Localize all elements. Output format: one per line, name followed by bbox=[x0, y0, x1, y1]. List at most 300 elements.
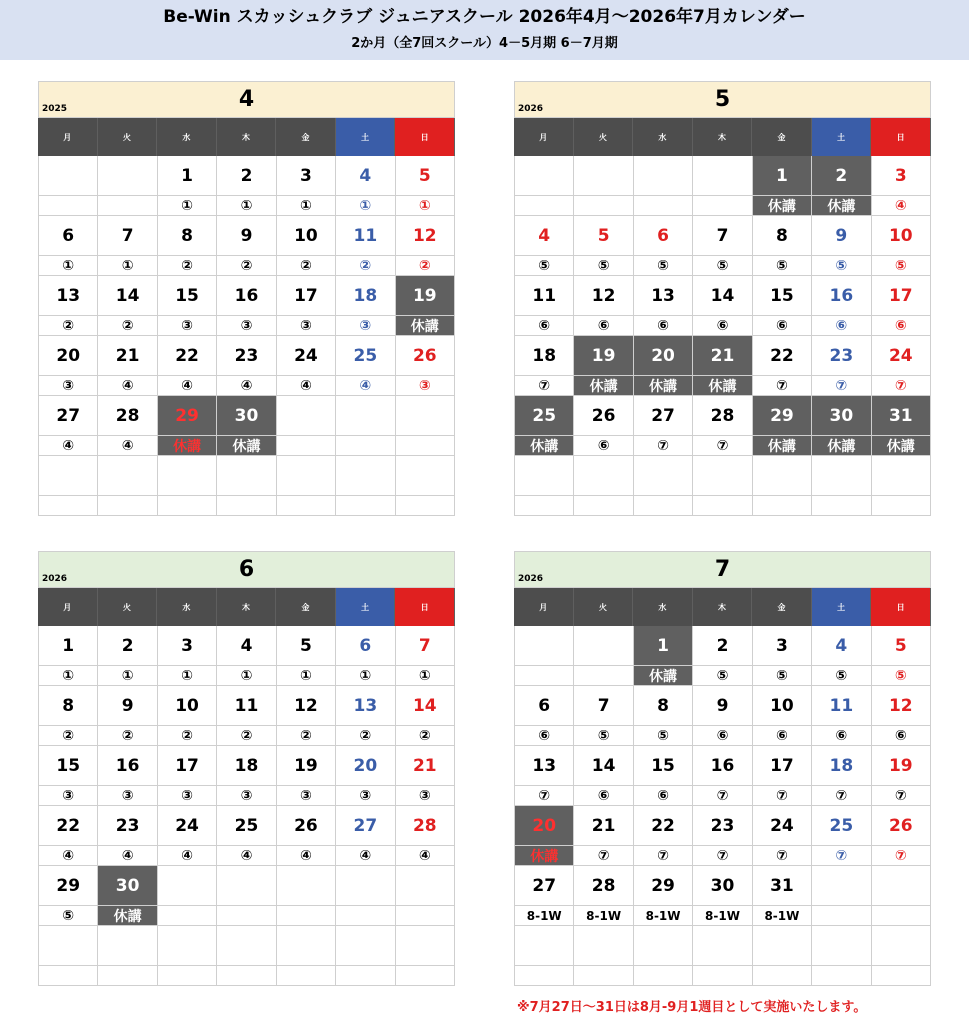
weekday-header: 月 bbox=[514, 118, 574, 156]
date-cell: 7 bbox=[693, 216, 752, 256]
session-number: ⑤ bbox=[872, 256, 931, 276]
session-number: ④ bbox=[872, 196, 931, 216]
empty-cell bbox=[574, 156, 633, 196]
session-number: ① bbox=[336, 666, 395, 686]
weekday-header: 火 bbox=[98, 118, 158, 156]
closed-label: 休講 bbox=[872, 436, 931, 456]
date-cell: 23 bbox=[217, 336, 276, 376]
empty-cell bbox=[515, 496, 574, 516]
session-number: ① bbox=[217, 666, 276, 686]
date-cell: 1 bbox=[39, 626, 98, 666]
weekday-header: 火 bbox=[574, 118, 634, 156]
session-number: ⑦ bbox=[634, 846, 693, 866]
empty-cell bbox=[872, 926, 931, 966]
session-number: ② bbox=[217, 256, 276, 276]
empty-cell bbox=[396, 396, 455, 436]
empty-cell bbox=[98, 196, 157, 216]
date-cell: 27 bbox=[336, 806, 395, 846]
weekday-header: 金 bbox=[752, 588, 812, 626]
weekday-header: 日 bbox=[395, 588, 455, 626]
session-number: ④ bbox=[336, 376, 395, 396]
date-cell: 25 bbox=[515, 396, 574, 436]
empty-cell bbox=[574, 626, 633, 666]
empty-cell bbox=[98, 966, 157, 986]
date-cell: 24 bbox=[277, 336, 336, 376]
date-cell: 11 bbox=[217, 686, 276, 726]
session-number: ③ bbox=[98, 786, 157, 806]
weekday-header-row bbox=[38, 118, 455, 156]
session-number: ③ bbox=[158, 316, 217, 336]
session-number: ② bbox=[277, 726, 336, 746]
empty-cell bbox=[277, 906, 336, 926]
empty-cell bbox=[396, 866, 455, 906]
session-number: ④ bbox=[98, 846, 157, 866]
empty-cell bbox=[396, 966, 455, 986]
session-number: ⑦ bbox=[753, 786, 812, 806]
weekday-header: 月 bbox=[514, 588, 574, 626]
date-cell: 13 bbox=[336, 686, 395, 726]
empty-cell bbox=[98, 926, 157, 966]
date-cell: 28 bbox=[693, 396, 752, 436]
date-cell: 10 bbox=[872, 216, 931, 256]
date-cell: 22 bbox=[634, 806, 693, 846]
date-cell: 25 bbox=[336, 336, 395, 376]
empty-cell bbox=[217, 456, 276, 496]
date-cell: 14 bbox=[574, 746, 633, 786]
date-cell: 9 bbox=[217, 216, 276, 256]
session-number: ④ bbox=[39, 436, 98, 456]
date-cell: 26 bbox=[574, 396, 633, 436]
session-number: ① bbox=[98, 256, 157, 276]
empty-cell bbox=[277, 496, 336, 516]
date-cell: 2 bbox=[812, 156, 871, 196]
date-cell: 17 bbox=[277, 276, 336, 316]
empty-cell bbox=[396, 906, 455, 926]
calendar-july bbox=[514, 551, 931, 986]
empty-cell bbox=[812, 926, 871, 966]
weekday-header: 月 bbox=[38, 118, 98, 156]
date-cell: 15 bbox=[753, 276, 812, 316]
closed-label: 休講 bbox=[574, 376, 633, 396]
date-cell: 9 bbox=[812, 216, 871, 256]
date-cell: 16 bbox=[693, 746, 752, 786]
month-number: 4 bbox=[238, 87, 255, 112]
empty-cell bbox=[39, 456, 98, 496]
session-number: ④ bbox=[158, 846, 217, 866]
session-number: ⑥ bbox=[872, 316, 931, 336]
date-cell: 15 bbox=[634, 746, 693, 786]
session-number: ⑥ bbox=[872, 726, 931, 746]
empty-cell bbox=[336, 926, 395, 966]
empty-cell bbox=[693, 196, 752, 216]
date-cell: 18 bbox=[217, 746, 276, 786]
date-cell: 13 bbox=[515, 746, 574, 786]
session-number: ③ bbox=[217, 316, 276, 336]
session-number: ② bbox=[39, 316, 98, 336]
empty-cell bbox=[336, 396, 395, 436]
date-cell: 18 bbox=[812, 746, 871, 786]
empty-cell bbox=[872, 906, 931, 926]
session-number: ① bbox=[98, 666, 157, 686]
date-cell: 20 bbox=[634, 336, 693, 376]
session-number: ⑤ bbox=[693, 666, 752, 686]
session-number: ⑦ bbox=[515, 786, 574, 806]
empty-cell bbox=[277, 436, 336, 456]
session-number: 8-1W bbox=[515, 906, 574, 926]
date-cell: 19 bbox=[872, 746, 931, 786]
weekday-header: 火 bbox=[98, 588, 158, 626]
empty-cell bbox=[277, 866, 336, 906]
date-cell: 30 bbox=[693, 866, 752, 906]
date-cell: 6 bbox=[336, 626, 395, 666]
date-cell: 6 bbox=[39, 216, 98, 256]
date-cell: 21 bbox=[693, 336, 752, 376]
session-number: ③ bbox=[217, 786, 276, 806]
weekday-header: 土 bbox=[812, 588, 872, 626]
date-cell: 14 bbox=[693, 276, 752, 316]
session-number: ⑦ bbox=[753, 376, 812, 396]
weekday-header: 水 bbox=[157, 588, 217, 626]
date-cell: 7 bbox=[98, 216, 157, 256]
empty-cell bbox=[515, 926, 574, 966]
weekday-header: 日 bbox=[871, 118, 931, 156]
session-number: ③ bbox=[336, 786, 395, 806]
session-number: ⑥ bbox=[574, 786, 633, 806]
month-header bbox=[38, 81, 455, 118]
empty-cell bbox=[158, 926, 217, 966]
empty-cell bbox=[634, 456, 693, 496]
date-cell: 10 bbox=[277, 216, 336, 256]
date-cell: 30 bbox=[812, 396, 871, 436]
session-number: ⑦ bbox=[693, 436, 752, 456]
header-banner bbox=[0, 0, 969, 60]
session-number: ⑥ bbox=[515, 726, 574, 746]
empty-cell bbox=[634, 196, 693, 216]
date-cell: 25 bbox=[217, 806, 276, 846]
date-cell: 11 bbox=[812, 686, 871, 726]
date-cell: 29 bbox=[753, 396, 812, 436]
empty-cell bbox=[634, 156, 693, 196]
closed-label: 休講 bbox=[812, 436, 871, 456]
date-cell: 11 bbox=[336, 216, 395, 256]
empty-cell bbox=[693, 496, 752, 516]
empty-cell bbox=[98, 456, 157, 496]
session-number: ① bbox=[396, 666, 455, 686]
empty-cell bbox=[396, 496, 455, 516]
weekday-header: 日 bbox=[395, 118, 455, 156]
empty-cell bbox=[39, 156, 98, 196]
calendar-june bbox=[38, 551, 455, 986]
date-cell: 12 bbox=[277, 686, 336, 726]
weekday-header: 木 bbox=[693, 588, 753, 626]
date-cell: 13 bbox=[634, 276, 693, 316]
session-number: ⑤ bbox=[574, 726, 633, 746]
session-number: ④ bbox=[277, 376, 336, 396]
weekday-header: 土 bbox=[812, 118, 872, 156]
date-cell: 20 bbox=[336, 746, 395, 786]
date-cell: 17 bbox=[753, 746, 812, 786]
closed-label: 休講 bbox=[812, 196, 871, 216]
session-number: 8-1W bbox=[753, 906, 812, 926]
empty-cell bbox=[574, 456, 633, 496]
empty-cell bbox=[574, 666, 633, 686]
empty-cell bbox=[336, 966, 395, 986]
weekday-header-row bbox=[514, 118, 931, 156]
session-number: ③ bbox=[39, 376, 98, 396]
session-number: ④ bbox=[39, 846, 98, 866]
weekday-header: 水 bbox=[633, 588, 693, 626]
session-number: ④ bbox=[98, 376, 157, 396]
date-cell: 7 bbox=[574, 686, 633, 726]
session-number: ④ bbox=[396, 846, 455, 866]
date-cell: 8 bbox=[39, 686, 98, 726]
calendar-april bbox=[38, 81, 455, 516]
session-number: ① bbox=[39, 666, 98, 686]
date-cell: 26 bbox=[277, 806, 336, 846]
session-number: ⑤ bbox=[693, 256, 752, 276]
session-number: ④ bbox=[98, 436, 157, 456]
date-cell: 14 bbox=[396, 686, 455, 726]
session-number: ⑦ bbox=[812, 786, 871, 806]
empty-cell bbox=[396, 436, 455, 456]
date-cell: 9 bbox=[693, 686, 752, 726]
date-cell: 29 bbox=[634, 866, 693, 906]
empty-cell bbox=[872, 866, 931, 906]
session-number: ① bbox=[396, 196, 455, 216]
closed-label: 休講 bbox=[693, 376, 752, 396]
month-header bbox=[514, 551, 931, 588]
session-number: ⑦ bbox=[515, 376, 574, 396]
session-number: ⑥ bbox=[515, 316, 574, 336]
empty-cell bbox=[812, 496, 871, 516]
empty-cell bbox=[515, 196, 574, 216]
weekday-header: 火 bbox=[574, 588, 634, 626]
weekday-header: 水 bbox=[633, 118, 693, 156]
date-cell: 20 bbox=[515, 806, 574, 846]
page-subtitle: 2か月（全7回スクール）4－5月期 6－7月期 bbox=[351, 36, 618, 51]
date-cell: 4 bbox=[336, 156, 395, 196]
empty-cell bbox=[336, 496, 395, 516]
year-label: 2026 bbox=[518, 104, 544, 114]
date-cell: 16 bbox=[812, 276, 871, 316]
date-cell: 2 bbox=[693, 626, 752, 666]
date-cell: 16 bbox=[217, 276, 276, 316]
session-number: ④ bbox=[217, 846, 276, 866]
empty-cell bbox=[39, 926, 98, 966]
date-cell: 27 bbox=[634, 396, 693, 436]
date-cell: 16 bbox=[98, 746, 157, 786]
closed-label: 休講 bbox=[158, 436, 217, 456]
empty-cell bbox=[634, 496, 693, 516]
empty-cell bbox=[753, 926, 812, 966]
empty-cell bbox=[217, 926, 276, 966]
session-number: ⑦ bbox=[872, 376, 931, 396]
session-number: ⑥ bbox=[574, 436, 633, 456]
date-cell: 5 bbox=[396, 156, 455, 196]
session-number: ⑤ bbox=[753, 666, 812, 686]
session-number: ③ bbox=[277, 316, 336, 336]
date-cell: 21 bbox=[396, 746, 455, 786]
session-number: ⑤ bbox=[634, 726, 693, 746]
calendar-grid bbox=[38, 156, 455, 516]
session-number: ① bbox=[277, 666, 336, 686]
session-number: ⑦ bbox=[753, 846, 812, 866]
closed-label: 休講 bbox=[515, 846, 574, 866]
empty-cell bbox=[277, 396, 336, 436]
date-cell: 3 bbox=[158, 626, 217, 666]
date-cell: 6 bbox=[515, 686, 574, 726]
date-cell: 12 bbox=[574, 276, 633, 316]
weekday-header: 木 bbox=[693, 118, 753, 156]
date-cell: 18 bbox=[515, 336, 574, 376]
session-number: ⑤ bbox=[574, 256, 633, 276]
session-number: ⑤ bbox=[634, 256, 693, 276]
date-cell: 14 bbox=[98, 276, 157, 316]
date-cell: 27 bbox=[515, 866, 574, 906]
empty-cell bbox=[693, 456, 752, 496]
calendar-may bbox=[514, 81, 931, 516]
session-number: ③ bbox=[39, 786, 98, 806]
date-cell: 25 bbox=[812, 806, 871, 846]
date-cell: 18 bbox=[336, 276, 395, 316]
date-cell: 6 bbox=[634, 216, 693, 256]
session-number: ⑥ bbox=[753, 726, 812, 746]
date-cell: 15 bbox=[39, 746, 98, 786]
closed-label: 休講 bbox=[98, 906, 157, 926]
date-cell: 19 bbox=[277, 746, 336, 786]
closed-label: 休講 bbox=[515, 436, 574, 456]
session-number: ① bbox=[39, 256, 98, 276]
closed-label: 休講 bbox=[634, 666, 693, 686]
empty-cell bbox=[634, 966, 693, 986]
session-number: ③ bbox=[277, 786, 336, 806]
date-cell: 8 bbox=[158, 216, 217, 256]
date-cell: 24 bbox=[158, 806, 217, 846]
date-cell: 28 bbox=[574, 866, 633, 906]
date-cell: 4 bbox=[812, 626, 871, 666]
date-cell: 22 bbox=[753, 336, 812, 376]
empty-cell bbox=[574, 496, 633, 516]
weekday-header: 木 bbox=[217, 588, 277, 626]
closed-label: 休講 bbox=[634, 376, 693, 396]
date-cell: 31 bbox=[872, 396, 931, 436]
date-cell: 5 bbox=[872, 626, 931, 666]
session-number: ⑥ bbox=[693, 726, 752, 746]
calendar-grid bbox=[514, 626, 931, 986]
session-number: ⑥ bbox=[812, 726, 871, 746]
empty-cell bbox=[812, 906, 871, 926]
date-cell: 8 bbox=[753, 216, 812, 256]
weekday-header: 月 bbox=[38, 588, 98, 626]
weekday-header-row bbox=[514, 588, 931, 626]
empty-cell bbox=[515, 966, 574, 986]
weekday-header: 金 bbox=[276, 118, 336, 156]
date-cell: 26 bbox=[872, 806, 931, 846]
date-cell: 12 bbox=[396, 216, 455, 256]
empty-cell bbox=[158, 456, 217, 496]
session-number: ⑤ bbox=[515, 256, 574, 276]
empty-cell bbox=[753, 456, 812, 496]
date-cell: 11 bbox=[515, 276, 574, 316]
session-number: ① bbox=[217, 196, 276, 216]
session-number: ⑤ bbox=[812, 256, 871, 276]
session-number: ⑤ bbox=[39, 906, 98, 926]
session-number: ④ bbox=[217, 376, 276, 396]
empty-cell bbox=[812, 966, 871, 986]
session-number: 8-1W bbox=[634, 906, 693, 926]
empty-cell bbox=[336, 436, 395, 456]
session-number: ② bbox=[98, 726, 157, 746]
session-number: ⑤ bbox=[812, 666, 871, 686]
session-number: ⑥ bbox=[634, 786, 693, 806]
session-number: ① bbox=[277, 196, 336, 216]
date-cell: 12 bbox=[872, 686, 931, 726]
empty-cell bbox=[574, 196, 633, 216]
session-number: ② bbox=[396, 256, 455, 276]
session-number: ⑦ bbox=[634, 436, 693, 456]
empty-cell bbox=[158, 496, 217, 516]
empty-cell bbox=[336, 906, 395, 926]
empty-cell bbox=[336, 456, 395, 496]
date-cell: 23 bbox=[98, 806, 157, 846]
weekday-header: 金 bbox=[276, 588, 336, 626]
empty-cell bbox=[812, 866, 871, 906]
date-cell: 9 bbox=[98, 686, 157, 726]
session-number: ① bbox=[336, 196, 395, 216]
session-number: ① bbox=[158, 666, 217, 686]
session-number: ⑤ bbox=[872, 666, 931, 686]
date-cell: 1 bbox=[158, 156, 217, 196]
session-number: ⑦ bbox=[812, 376, 871, 396]
empty-cell bbox=[515, 156, 574, 196]
weekday-header: 日 bbox=[871, 588, 931, 626]
date-cell: 20 bbox=[39, 336, 98, 376]
weekday-header: 木 bbox=[217, 118, 277, 156]
date-cell: 21 bbox=[98, 336, 157, 376]
month-number: 7 bbox=[714, 557, 731, 582]
date-cell: 7 bbox=[396, 626, 455, 666]
empty-cell bbox=[396, 926, 455, 966]
session-number: ② bbox=[39, 726, 98, 746]
closed-label: 休講 bbox=[753, 196, 812, 216]
session-number: ② bbox=[158, 256, 217, 276]
month-number: 5 bbox=[714, 87, 731, 112]
date-cell: 13 bbox=[39, 276, 98, 316]
month-header bbox=[38, 551, 455, 588]
date-cell: 28 bbox=[98, 396, 157, 436]
session-number: ⑦ bbox=[574, 846, 633, 866]
year-label: 2025 bbox=[42, 104, 68, 114]
session-number: ⑥ bbox=[693, 316, 752, 336]
date-cell: 4 bbox=[515, 216, 574, 256]
empty-cell bbox=[158, 906, 217, 926]
empty-cell bbox=[574, 926, 633, 966]
empty-cell bbox=[39, 496, 98, 516]
empty-cell bbox=[217, 866, 276, 906]
session-number: ③ bbox=[396, 786, 455, 806]
date-cell: 23 bbox=[693, 806, 752, 846]
date-cell: 15 bbox=[158, 276, 217, 316]
date-cell: 4 bbox=[217, 626, 276, 666]
empty-cell bbox=[39, 966, 98, 986]
session-number: ② bbox=[158, 726, 217, 746]
weekday-header: 土 bbox=[336, 588, 396, 626]
empty-cell bbox=[217, 966, 276, 986]
session-number: 8-1W bbox=[693, 906, 752, 926]
calendar-grid bbox=[38, 626, 455, 986]
month-number: 6 bbox=[238, 557, 255, 582]
empty-cell bbox=[634, 926, 693, 966]
